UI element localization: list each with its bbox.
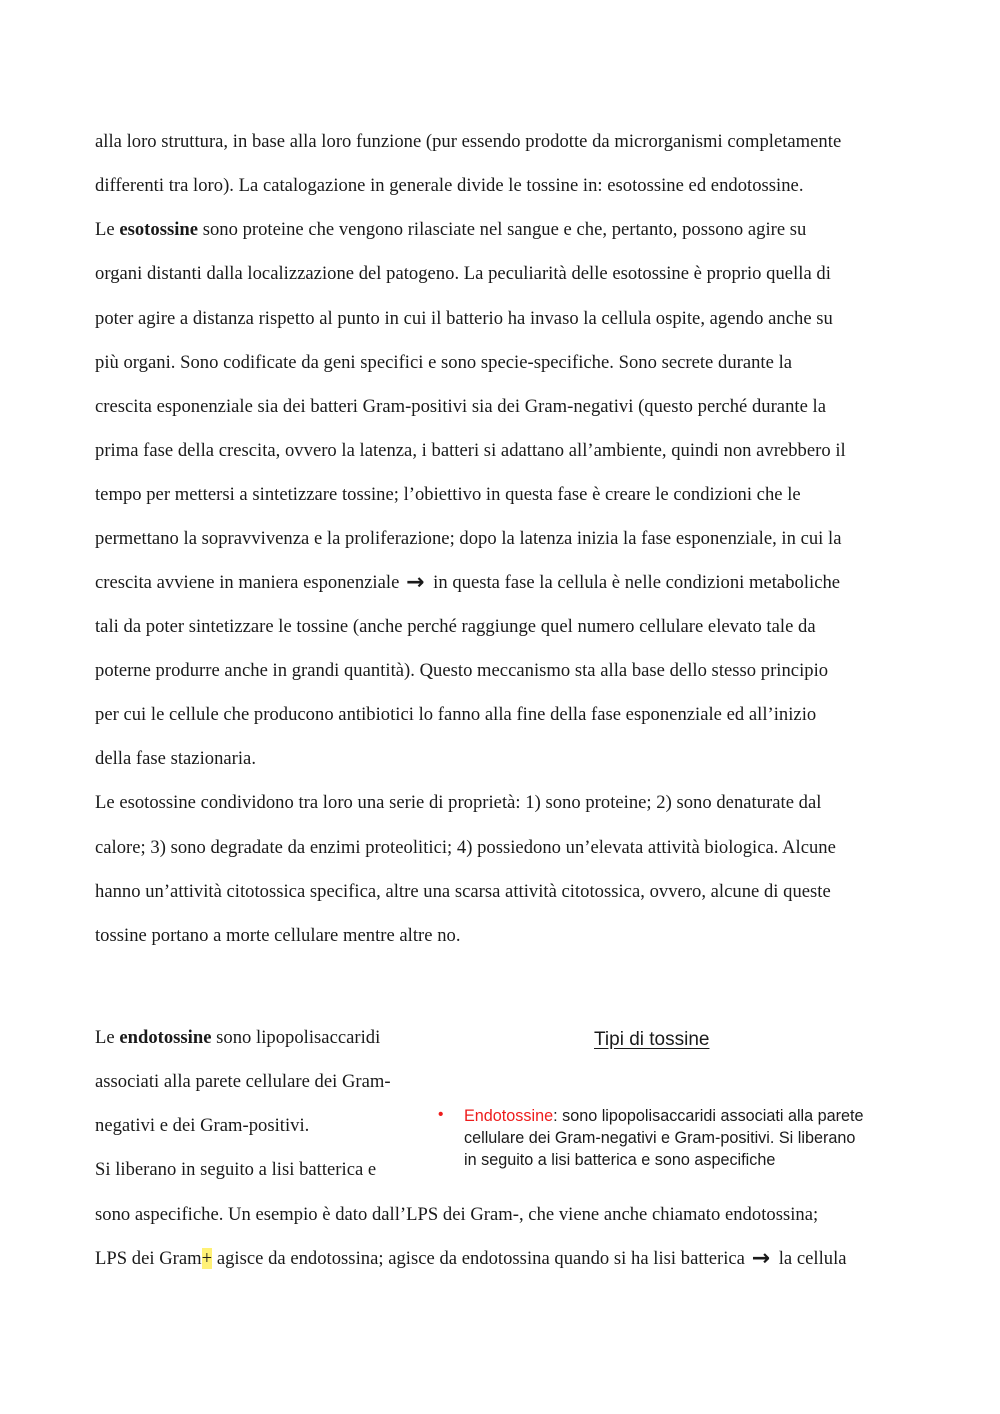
slide-text-line bbox=[464, 1106, 864, 1126]
text-run: sono lipopolisaccaridi bbox=[211, 1027, 381, 1048]
text-line: alla loro struttura, in base alla loro funzione (pur essendo prodotte da microrganismi completamente bbox=[95, 131, 842, 152]
text-run: Le bbox=[95, 219, 120, 240]
text-line: per cui le cellule che producono antibiotici lo fanno alla fine della fase esponenziale ed all’inizio bbox=[95, 704, 817, 725]
highlighted-text: + bbox=[201, 1248, 213, 1269]
text-run: LPS dei Gram bbox=[95, 1248, 202, 1269]
text-line: calore; 3) sono degradate da enzimi proteolitici; 4) possiedono un’elevata attività biologica. Alcune bbox=[95, 837, 836, 858]
text-line: tempo per mettersi a sintetizzare tossine; l’obiettivo in questa fase è creare le condizioni che le bbox=[95, 484, 801, 505]
arrow-icon: → bbox=[406, 570, 425, 595]
text-run: sono proteine che vengono rilasciate nel sangue e che, pertanto, possono agire su bbox=[198, 219, 807, 240]
slide-title: Tipi di tossine bbox=[594, 1029, 710, 1050]
text-line: poter agire a distanza rispetto al punto in cui il batterio ha invaso la cellula ospite, agendo anche su bbox=[95, 308, 833, 329]
text-run: in questa fase la cellula è nelle condizioni metaboliche bbox=[433, 572, 841, 593]
text-line: negativi e dei Gram-positivi. bbox=[95, 1115, 310, 1136]
text-line: tali da poter sintetizzare le tossine (anche perché raggiunge quel numero cellulare elevato tale da bbox=[95, 616, 816, 637]
text-line: hanno un’attività citotossica specifica, altre una scarsa attività citotossica, ovvero, alcune di queste bbox=[95, 881, 831, 902]
slide-text-line: cellulare dei Gram-negativi e Gram-positivi. Si liberano bbox=[464, 1129, 856, 1147]
text-line: organi distanti dalla localizzazione del patogeno. La peculiarità delle esotossine è proprio quella di bbox=[95, 263, 831, 284]
text-line bbox=[95, 1248, 847, 1270]
text-line: differenti tra loro). La catalogazione in generale divide le tossine in: esotossine ed endotossine. bbox=[95, 175, 804, 196]
text-line: poterne produrre anche in grandi quantità). Questo meccanismo sta alla base dello stesso principio bbox=[95, 660, 829, 681]
text-line: più organi. Sono codificate da geni specifici e sono specie-specifiche. Sono secrete durante la bbox=[95, 352, 793, 373]
text-run: crescita avviene in maniera esponenziale bbox=[95, 572, 400, 593]
text-line bbox=[95, 219, 806, 241]
slide-text-run: : sono lipopolisaccaridi associati alla parete bbox=[553, 1107, 864, 1125]
text-line: Le esotossine condividono tra loro una serie di proprietà: 1) sono proteine; 2) sono denaturate dal bbox=[95, 792, 822, 813]
text-line: prima fase della crescita, ovvero la latenza, i batteri si adattano all’ambiente, quindi non avrebbero il bbox=[95, 440, 846, 461]
text-run: la cellula bbox=[778, 1248, 847, 1269]
text-line: permettano la sopravvivenza e la proliferazione; dopo la latenza inizia la fase esponenziale, in cui la bbox=[95, 528, 842, 549]
text-line: Si liberano in seguito a lisi batterica e bbox=[95, 1159, 377, 1180]
text-run: Le bbox=[95, 1027, 120, 1048]
text-line: tossine portano a morte cellulare mentre altre no. bbox=[95, 925, 461, 946]
text-line bbox=[95, 1027, 380, 1049]
slide-term: Endotossine bbox=[464, 1107, 554, 1125]
bold-term-endotossine: endotossine bbox=[119, 1027, 212, 1048]
bold-term-esotossine: esotossine bbox=[119, 219, 199, 240]
text-line: della fase stazionaria. bbox=[95, 748, 257, 769]
slide-text-line: in seguito a lisi batterica e sono aspecifiche bbox=[464, 1151, 776, 1169]
bullet-icon: • bbox=[438, 1106, 444, 1123]
text-line: associati alla parete cellulare dei Gram- bbox=[95, 1071, 391, 1092]
text-line: crescita esponenziale sia dei batteri Gram-positivi sia dei Gram-negativi (questo perché durante la bbox=[95, 396, 826, 417]
text-run: agisce da endotossina; agisce da endotossina quando si ha lisi batterica bbox=[212, 1248, 745, 1269]
text-line bbox=[95, 572, 840, 594]
arrow-icon: → bbox=[751, 1246, 771, 1271]
text-line: sono aspecifiche. Un esempio è dato dall’LPS dei Gram-, che viene anche chiamato endotossina; bbox=[95, 1204, 819, 1225]
